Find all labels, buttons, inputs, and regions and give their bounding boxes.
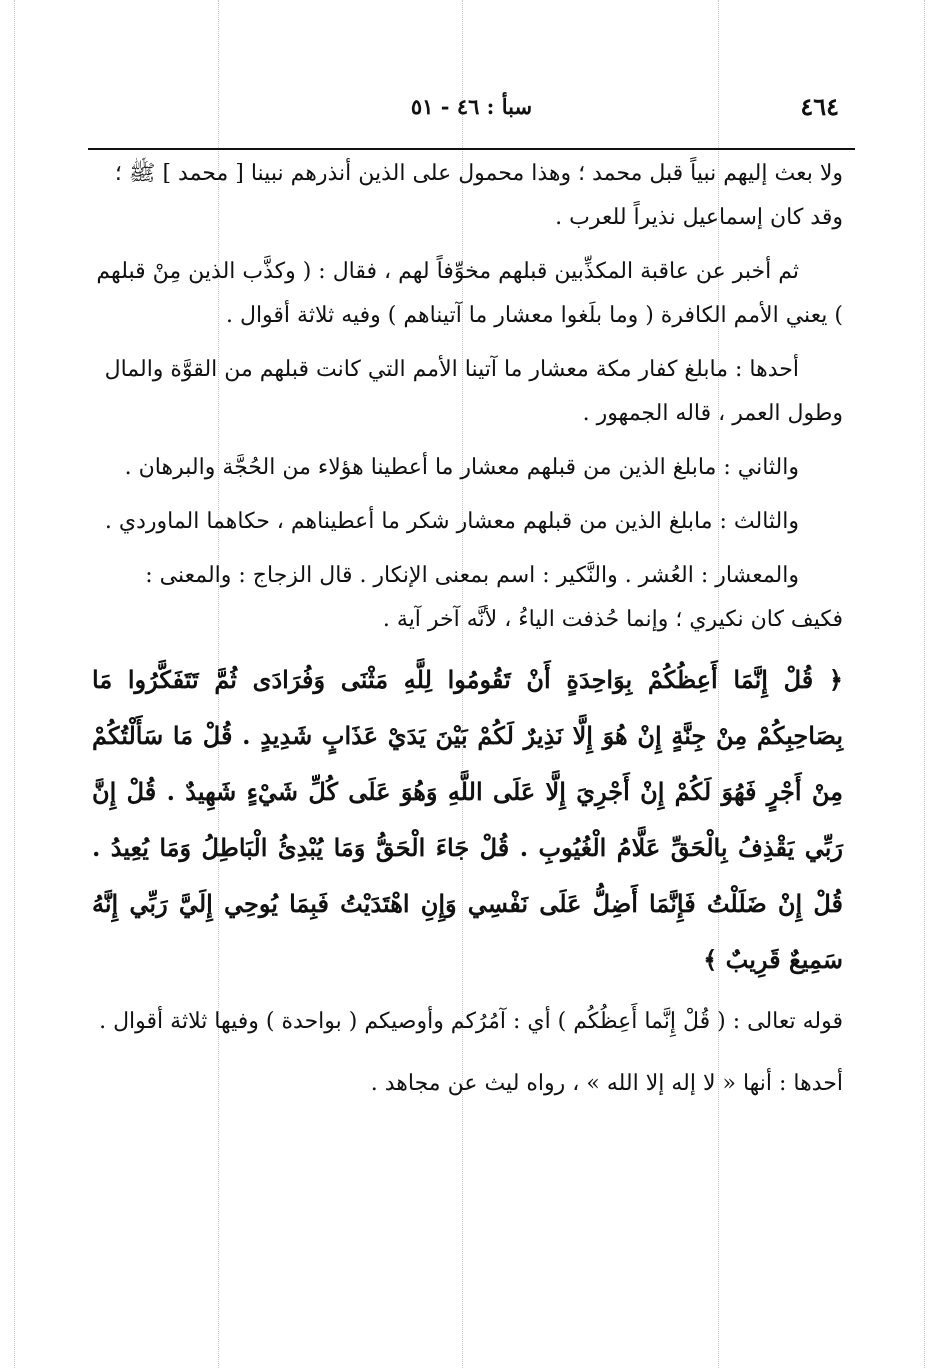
paragraph: والثاني : مابلغ الذين من قبلهم معشار ما أعطينا هؤلاء من الحُجَّة والبرهان .	[124, 455, 799, 480]
page-body	[92, 152, 843, 1116]
scan-guide-line	[14, 0, 15, 1368]
scan-guide-line	[924, 0, 925, 1368]
paragraph: ثم أخبر عن عاقبة المكذِّبين قبلهم مخوِّفاً لهم ، فقال : ( وكذَّب الذين مِنْ قبلهم ) يعني الأمم الكافرة ( وما بلَغوا معشار ما آتيناهم ) وفيه ثلاثة أقوال .	[96, 259, 843, 328]
running-head: سبأ : ٤٦ - ٥١	[410, 94, 533, 119]
paragraph: قوله تعالى : ( قُلْ إِنَّما أَعِظُكُم ) أي : آمُرُكم وأوصيكم ( بواحدة ) وفيها ثلاثة أقوال .	[99, 1009, 843, 1034]
paragraph: أحدها : مابلغ كفار مكة معشار ما آتينا الأمم التي كانت قبلهم من القوَّة والمال وطول العمر ، قاله الجمهور .	[104, 357, 843, 426]
page-number: ٤٦٤	[800, 92, 839, 121]
page-header	[90, 86, 853, 138]
paragraph: ولا بعث إليهم نبياً قبل محمد ؛ وهذا محمول على الذين أنذرهم نبينا [ محمد ] ﷺ ؛ وقد كان إسماعيل نذيراً للعرب .	[114, 161, 843, 230]
quran-verse-block: ﴿ قُلْ إِنَّمَا أَعِظُكُمْ بِوَاحِدَةٍ أَنْ تَقُومُوا لِلَّهِ مَثْنَى وَفُرَادَى ثُمَّ تَتَفَكَّرُوا مَا بِصَاحِبِكُمْ مِنْ جِنَّةٍ إِنْ هُوَ إِلَّا نَذِيرٌ لَكُمْ بَيْنَ يَدَيْ عَذَابٍ شَدِيدٍ . قُلْ مَا سَأَلْتُكُمْ مِنْ أَجْرٍ فَهُوَ لَكُمْ إِنْ أَجْرِيَ إِلَّا عَلَى اللَّهِ وَهُوَ عَلَى كُلِّ شَيْءٍ شَهِيدٌ . قُلْ إِنَّ رَبِّي يَقْذِفُ بِالْحَقِّ عَلَّامُ الْغُيُوبِ . قُلْ جَاءَ الْحَقُّ وَمَا يُبْدِئُ الْبَاطِلُ وَمَا يُعِيدُ . قُلْ إِنْ ضَلَلْتُ فَإِنَّمَا أَضِلُّ عَلَى نَفْسِي وَإِنِ اهْتَدَيْتُ فَبِمَا يُوحِي إِلَيَّ رَبِّي إِنَّهُ سَمِيعٌ قَرِيبٌ ﴾	[92, 665, 843, 974]
header-rule	[88, 148, 855, 150]
paragraph: والثالث : مابلغ الذين من قبلهم معشار شكر ما أعطيناهم ، حكاهما الماوردي .	[104, 509, 799, 534]
paragraph: أحدها : أنها « لا إله إلا الله » ، رواه ليث عن مجاهد .	[370, 1071, 843, 1096]
paragraph: والمعشار : العُشر . والنَّكير : اسم بمعنى الإنكار . قال الزجاج : والمعنى : فكيف كان نكيري ؛ وإنما حُذفت الياءُ ، لأنَّه آخر آية .	[145, 563, 843, 632]
